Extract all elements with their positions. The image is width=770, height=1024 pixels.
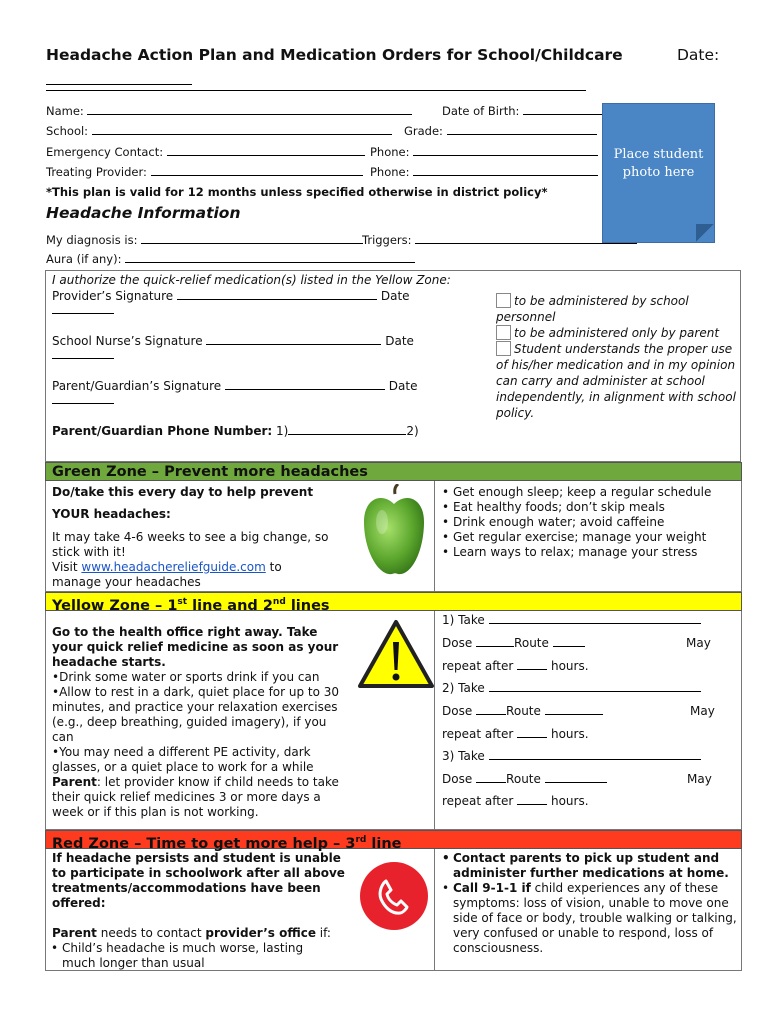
red-parent-bold: provider’s office xyxy=(205,926,316,940)
provider-sig-row xyxy=(52,289,410,303)
name-field[interactable] xyxy=(87,104,412,115)
yellow-bullet-3: •You may need a different PE activity, dark glasses, or a quiet place to work for a while xyxy=(52,745,314,774)
grade-field[interactable] xyxy=(447,124,597,135)
red-zone-divider xyxy=(434,849,435,971)
med-1-route-field[interactable] xyxy=(553,636,585,647)
med-1-repeat-row xyxy=(442,659,589,673)
option-parent-only-text: to be administered only by parent xyxy=(514,326,720,340)
validity-note: *This plan is valid for 12 months unless specified otherwise in district policy* xyxy=(46,185,548,199)
green-heading-2: YOUR headaches: xyxy=(52,507,171,521)
yellow-zone-header xyxy=(45,592,742,614)
parent-phone-label: Parent/Guardian Phone Number: xyxy=(52,424,273,438)
option-parent-only xyxy=(496,325,736,341)
parent-phone-2-label: 2) xyxy=(406,424,419,438)
provider-sig-field[interactable] xyxy=(177,289,377,300)
phone1-label: Phone: xyxy=(370,145,410,159)
yellow-title-sup2: nd xyxy=(272,597,286,607)
green-bullet-2: • Eat healthy foods; don’t skip meals xyxy=(453,500,741,515)
grade-row xyxy=(404,124,597,138)
option-school-personnel-checkbox[interactable] xyxy=(496,293,511,308)
med-3-repeat-field[interactable] xyxy=(517,794,547,805)
dob-row xyxy=(442,104,605,118)
med-2-dose-row xyxy=(442,704,603,718)
treating-provider-label: Treating Provider: xyxy=(46,165,147,179)
med-2-repeat-label: repeat after xyxy=(442,727,514,741)
parent-sig-label: Parent/Guardian’s Signature xyxy=(52,379,222,393)
nurse-sig-field[interactable] xyxy=(206,334,381,345)
diagnosis-row xyxy=(46,233,363,247)
med-3-dose-field[interactable] xyxy=(476,772,506,783)
triggers-label: Triggers: xyxy=(362,233,412,247)
green-bullet-5: • Learn ways to relax; manage your stress xyxy=(453,545,741,560)
med-1-route-label: Route xyxy=(514,636,549,650)
med-2-take-label: 2) Take xyxy=(442,681,485,695)
med-2-hours-label: hours. xyxy=(550,727,589,741)
yellow-bullets xyxy=(52,670,344,820)
name-label: Name: xyxy=(46,104,84,118)
med-3-dose-row xyxy=(442,772,607,786)
green-bullets xyxy=(441,485,741,560)
green-zone-divider xyxy=(434,481,435,592)
med-1-take-row xyxy=(442,613,701,627)
diagnosis-field[interactable] xyxy=(141,233,363,244)
med-2-dose-field[interactable] xyxy=(476,704,506,715)
green-visit-text: Visit xyxy=(52,560,78,574)
med-1-may: May xyxy=(686,636,711,650)
red-parent-post: if: xyxy=(315,926,331,940)
med-2-take-field[interactable] xyxy=(489,681,701,692)
option-self-carry xyxy=(496,341,736,421)
med-3-take-field[interactable] xyxy=(489,749,701,760)
red-right-bullet-2-bold: Call 9-1-1 if xyxy=(453,881,531,895)
med-2-dose-label: Dose xyxy=(442,704,473,718)
red-right-bullet-2 xyxy=(453,881,739,956)
parent-phone-1-label: 1) xyxy=(276,424,289,438)
red-left-bullets xyxy=(50,941,330,971)
page-curl-icon xyxy=(696,224,714,242)
red-right-bullet-2-text: child experiences any of these symptoms: loss of vision, unable to move one side of face or body, trouble walking or talking, very confused or unable to respond, loss of consciousness. xyxy=(453,881,737,955)
red-parent-mid: needs to contact xyxy=(96,926,206,940)
date-label: Date: xyxy=(677,46,720,64)
red-parent-row xyxy=(52,926,352,941)
med-1-dose-field[interactable] xyxy=(476,636,514,647)
red-title-post: line xyxy=(366,835,402,852)
photo-text: Place student photo here xyxy=(613,147,704,180)
apple-icon xyxy=(360,484,428,580)
school-label: School: xyxy=(46,124,89,138)
provider-row xyxy=(46,165,363,179)
yellow-title-pre: Yellow Zone – 1 xyxy=(52,597,178,614)
med-2-route-field[interactable] xyxy=(545,704,603,715)
phone2-label: Phone: xyxy=(370,165,410,179)
photo-placeholder[interactable] xyxy=(602,103,715,243)
phone-icon xyxy=(359,861,429,931)
phone1-field[interactable] xyxy=(413,145,598,156)
school-row xyxy=(46,124,392,138)
phone1-row xyxy=(370,145,598,159)
date-field[interactable] xyxy=(46,84,192,85)
red-right-bullets xyxy=(441,851,739,956)
med-2-repeat-field[interactable] xyxy=(517,727,547,738)
nurse-sig-label: School Nurse’s Signature xyxy=(52,334,203,348)
yellow-title-mid: line and 2 xyxy=(187,597,273,614)
nurse-date-label: Date xyxy=(385,334,414,348)
parent-phone-1-field[interactable] xyxy=(288,424,406,435)
page-title: Headache Action Plan and Medication Orders for School/Childcare xyxy=(46,46,623,64)
med-3-hours-label: hours. xyxy=(550,794,589,808)
headache-info-title: Headache Information xyxy=(46,204,241,222)
green-to-text: to xyxy=(269,560,282,574)
provider-date-label: Date xyxy=(380,289,410,303)
authorization-intro: I authorize the quick-relief medication(s) listed in the Yellow Zone: xyxy=(52,273,451,287)
aura-row xyxy=(46,252,415,266)
option-school-personnel-text: to be administered by school personnel xyxy=(496,294,689,324)
yellow-bullet-2: •Allow to rest in a dark, quiet place for up to 30 minutes, and practice your relaxation exercises (e.g., deep breathing, guided imagery), if you can xyxy=(52,685,340,744)
option-self-carry-checkbox[interactable] xyxy=(496,341,511,356)
yellow-parent-note xyxy=(52,775,344,820)
green-bullet-1: • Get enough sleep; keep a regular schedule xyxy=(453,485,741,500)
administration-options xyxy=(496,293,736,421)
med-3-dose-label: Dose xyxy=(442,772,473,786)
med-2-may: May xyxy=(690,704,715,718)
parent-date-field[interactable] xyxy=(52,403,114,404)
aura-label: Aura (if any): xyxy=(46,252,122,266)
green-manage: manage your headaches xyxy=(52,575,201,589)
med-3-route-label: Route xyxy=(506,772,541,786)
yellow-bullet-1: •Drink some water or sports drink if you can xyxy=(52,670,320,684)
red-left-bullet-1: • Child’s headache is much worse, lasting much longer than usual xyxy=(62,941,330,971)
emergency-contact-field[interactable] xyxy=(167,145,365,156)
emergency-row xyxy=(46,145,365,159)
med-3-take-row xyxy=(442,749,701,763)
med-3-take-label: 3) Take xyxy=(442,749,485,763)
med-1-take-field[interactable] xyxy=(489,613,701,624)
yellow-title-post: lines xyxy=(285,597,330,614)
nurse-date-field[interactable] xyxy=(52,358,114,359)
yellow-title-sup1: st xyxy=(177,597,188,607)
parent-date-label: Date xyxy=(388,379,418,393)
treating-provider-field[interactable] xyxy=(151,165,363,176)
yellow-parent-bold: Parent xyxy=(52,775,97,789)
green-zone-header: Green Zone – Prevent more headaches xyxy=(45,462,742,481)
red-heading: If headache persists and student is unable to participate in schoolwork after all above treatments/accommodations have been offered: xyxy=(52,851,345,910)
med-1-take-label: 1) Take xyxy=(442,613,485,627)
grade-label: Grade: xyxy=(404,124,443,138)
name-row xyxy=(46,104,412,118)
triggers-row xyxy=(362,233,637,247)
med-2-route-label: Route xyxy=(506,704,541,718)
parent-sig-field[interactable] xyxy=(225,379,385,390)
green-body: It may take 4-6 weeks to see a big change, so stick with it! xyxy=(52,530,329,559)
phone2-field[interactable] xyxy=(413,165,598,176)
med-1-dose-label: Dose xyxy=(442,636,473,650)
triggers-field[interactable] xyxy=(415,233,637,244)
med-3-may: May xyxy=(687,772,712,786)
red-parent-pre: Parent xyxy=(52,926,97,940)
med-1-hours-label: hours. xyxy=(550,659,589,673)
aura-field[interactable] xyxy=(125,252,415,263)
red-zone-header xyxy=(45,830,742,852)
yellow-parent-text: : let provider know if child needs to take their quick relief medicines 3 or more days a week or if this plan is not working. xyxy=(52,775,339,819)
option-parent-only-checkbox[interactable] xyxy=(496,325,511,340)
diagnosis-label: My diagnosis is: xyxy=(46,233,138,247)
yellow-heading: Go to the health office right away. Take your quick relief medicine as soon as your headache starts. xyxy=(52,625,339,669)
green-bullet-3: • Drink enough water; avoid caffeine xyxy=(453,515,741,530)
red-right-bullet-1: • Contact parents to pick up student and administer further medications at home. xyxy=(453,851,739,881)
option-self-carry-text: Student understands the proper use of his/her medication and in my opinion can carry and administer at school independently, in alignment with school policy. xyxy=(496,342,736,420)
red-title-sup: rd xyxy=(355,835,367,845)
med-3-route-field[interactable] xyxy=(545,772,607,783)
med-2-take-row xyxy=(442,681,701,695)
school-field[interactable] xyxy=(92,124,392,135)
header-rule xyxy=(46,90,586,91)
headache-guide-link[interactable]: www.headachereliefguide.com xyxy=(81,560,266,574)
green-bullet-4: • Get regular exercise; manage your weight xyxy=(453,530,741,545)
med-1-repeat-field[interactable] xyxy=(517,659,547,670)
red-title-pre: Red Zone – Time to get more help – 3 xyxy=(52,835,356,852)
med-1-repeat-label: repeat after xyxy=(442,659,514,673)
green-visit-row xyxy=(52,560,352,575)
provider-sig-label: Provider’s Signature xyxy=(52,289,174,303)
parent-phone-row xyxy=(52,424,419,438)
nurse-sig-row xyxy=(52,334,414,348)
warning-icon xyxy=(356,618,436,690)
emergency-contact-label: Emergency Contact: xyxy=(46,145,164,159)
dob-label: Date of Birth: xyxy=(442,104,520,118)
med-3-repeat-label: repeat after xyxy=(442,794,514,808)
parent-sig-row xyxy=(52,379,417,393)
med-1-dose-row xyxy=(442,636,585,650)
option-school-personnel xyxy=(496,293,736,325)
provider-date-field[interactable] xyxy=(52,313,114,314)
dob-field[interactable] xyxy=(523,104,605,115)
med-2-repeat-row xyxy=(442,727,589,741)
green-heading-1: Do/take this every day to help prevent xyxy=(52,485,314,499)
med-3-repeat-row xyxy=(442,794,589,808)
phone2-row xyxy=(370,165,598,179)
